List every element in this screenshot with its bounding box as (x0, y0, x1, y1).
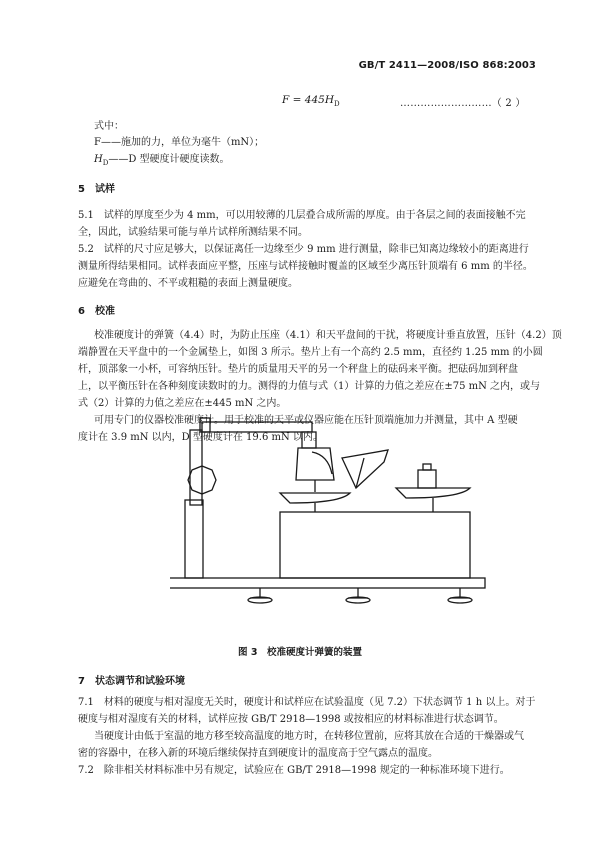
weight-knob (423, 464, 431, 470)
stand-column (185, 500, 203, 578)
standard-number: GB/T 2411—2008/ISO 868:2003 (358, 60, 536, 71)
horizontal-arm (202, 422, 312, 432)
para-6-1-line4: 上，以平衡压针在各种刻度读数时的力。测得的力值与式（1）计算的力值之差应在±75 mN 之内，或与 (78, 381, 541, 392)
para-7-1-line1: 7.1 材料的硬度与相对湿度无关时，硬度计和试样应在试验温度（见 7.2）下状态调节 1 h 以上。对于 (78, 697, 536, 708)
tester-dial (312, 452, 332, 474)
weight (418, 470, 436, 488)
where-hd-definition (94, 151, 230, 172)
section-7-heading: 7 状态调节和试验环境 (78, 676, 185, 687)
balance-box (280, 512, 470, 578)
equation-lhs: F (282, 94, 290, 106)
hd-text: ——D 型硬度计硬度读数。 (108, 154, 230, 165)
equation-rhs: = 445H (292, 94, 334, 106)
para-7-1-line2: 硬度与相对湿度有关的材料，试样应按 GB/T 2918—1998 或按相应的材料标准进行状态调节。 (78, 714, 504, 725)
para-5-2-line3: 应避免在弯曲的、不平或粗糙的表面上测量硬度。 (78, 278, 298, 289)
figure-caption: 图 3 校准硬度计弹簧的装置 (238, 647, 362, 658)
para-7-1b-line2: 密的容器中，在移入新的环境后继续保持直到硬度计的温度高于空气露点的温度。 (78, 748, 438, 759)
figure-3-calibration-apparatus (170, 400, 500, 630)
right-pan (396, 488, 470, 498)
section-5-heading: 5 试样 (78, 184, 115, 195)
balance-scale-dial (342, 450, 388, 488)
para-5-2-line1: 5.2 试样的尺寸应足够大，以保证离任一边缘至少 9 mm 进行测量，除非已知离边缘较小的距离进行 (78, 244, 529, 255)
equation-number: ………………………（ 2 ） (400, 98, 526, 109)
para-6-1-line1: 校准硬度计的弹簧（4.4）时，为防止压座（4.1）和天平盘间的干扰，将硬度计垂直放置，压针（4.2）顶 (94, 330, 562, 341)
para-6-1-line3: 杆，顶部象一小杯，可容纳压针。垫片的质量用天平的另一个秤盘上的砝码来平衡。把砝码加到秤盘 (78, 364, 518, 375)
hd-subscript: D (102, 159, 109, 167)
para-6-1-line5: 式（2）计算的力值之差应在±445 mN 之内。 (78, 398, 287, 409)
equation-sub: D (333, 100, 340, 109)
tester-mount (302, 432, 316, 448)
para-6-2-line2: 度计在 3.9 mN 以内，D 型硬度计在 19.6 mN 以内。 (78, 432, 323, 443)
para-7-1b-line1: 当硬度计由低于室温的地方移至较高温度的地方时，在转移位置前，应将其放在合适的干燥器或气 (94, 731, 524, 742)
where-f-definition: F——施加的力，单位为毫牛（mN）； (94, 137, 265, 148)
section-6-heading: 6 校准 (78, 306, 115, 317)
para-5-2-line2: 测量所得结果相同。试样表面应平整，压座与试样接触时覆盖的区域至少离压针顶端有 6 mm 的半径。 (78, 261, 533, 272)
hd-symbol: H (94, 154, 103, 165)
para-7-2-line1: 7.2 除非相关材料标准中另有规定，试验应在 GB/T 2918—1998 规定的一种标准环境下进行。 (78, 765, 510, 776)
para-5-1-line2: 全，因此，试验结果可能与单片试样所测结果不同。 (78, 227, 308, 238)
para-6-1-line2: 端静置在天平盘中的一个金属垫上，如图 3 所示。垫片上有一个高约 2.5 mm，直径约 1.25 mm 的小圆 (78, 347, 543, 358)
left-pan (280, 493, 350, 503)
where-intro: 式中： (94, 121, 124, 132)
base-plate (170, 578, 485, 588)
equation-2 (282, 94, 340, 108)
para-5-1-line1: 5.1 试样的厚度至少为 4 mm，可以用较薄的几层叠合成所需的厚度。由于各层之间的表面接触不完 (78, 210, 526, 221)
para-6-2-line1: 可用专门的仪器校准硬度计。用于校准的天平或仪器应能在压针顶端施加力并测量，其中 A 型硬 (94, 415, 518, 426)
